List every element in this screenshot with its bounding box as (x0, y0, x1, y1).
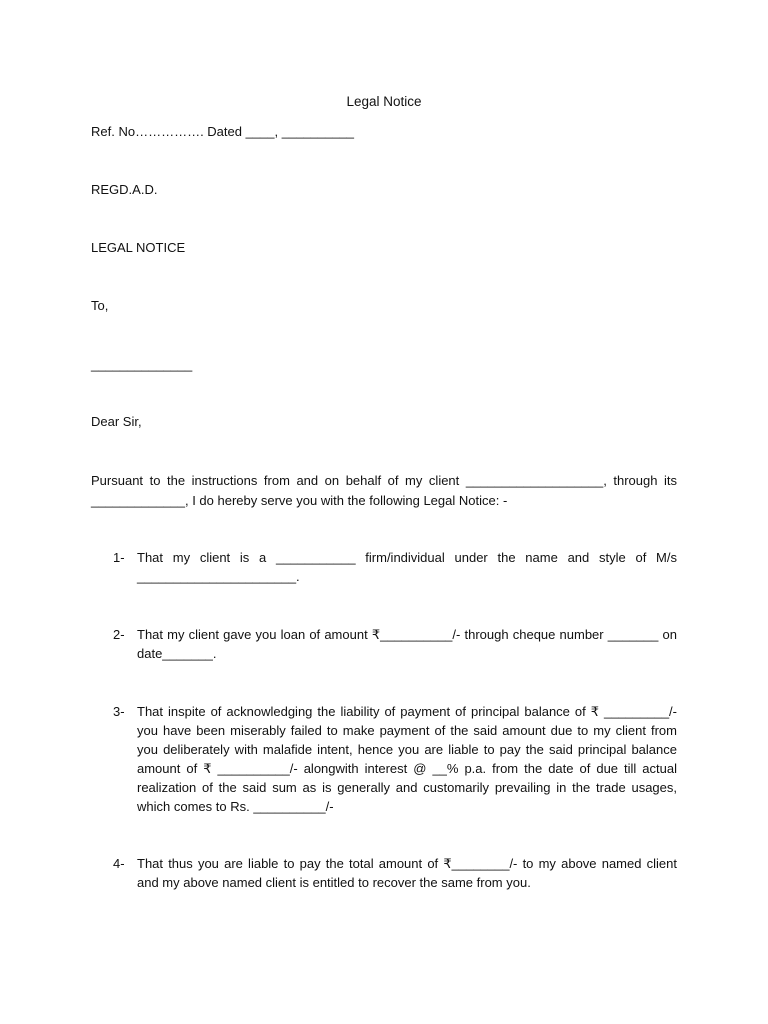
salutation: Dear Sir, (91, 414, 142, 429)
item-text: That my client gave you loan of amount ₹__________/- through cheque number _______ on date_______. (137, 627, 677, 661)
intro-paragraph: Pursuant to the instructions from and on behalf of my client ___________________, through its _____________, I do hereby serve you with the following Legal Notice: - (91, 473, 677, 508)
legal-notice-heading: LEGAL NOTICE (91, 240, 186, 255)
to-label: To, (91, 298, 109, 313)
item-number: 3- (113, 704, 125, 719)
registered-ad-label: REGD.A.D. (91, 182, 158, 197)
item-number: 4- (113, 856, 125, 871)
item-text: That inspite of acknowledging the liability of payment of principal balance of ₹ _________/- you have been miserably failed to make payment of the said amount due to my client from you deliberately with malafide intent, hence you are liable to pay the said principal balance amount of ₹ __________/- alongwith interest @ __% p.a. from the date of due till actual realization of the said sum as is generally and customarily prevailing in the trade usages, which comes to Rs. __________/- (137, 704, 677, 814)
item-text: That thus you are liable to pay the total amount of ₹________/- to my above named client and my above named client is entitled to recover the same from you. (137, 856, 677, 890)
item-text: That my client is a ___________ firm/individual under the name and style of M/s ______________________. (137, 550, 677, 584)
document-title: Legal Notice (346, 94, 422, 109)
reference-line: Ref. No……………. Dated ____, __________ (91, 124, 355, 139)
item-number: 1- (113, 550, 125, 565)
addressee-blank: ______________ (91, 357, 193, 372)
item-number: 2- (113, 627, 125, 642)
